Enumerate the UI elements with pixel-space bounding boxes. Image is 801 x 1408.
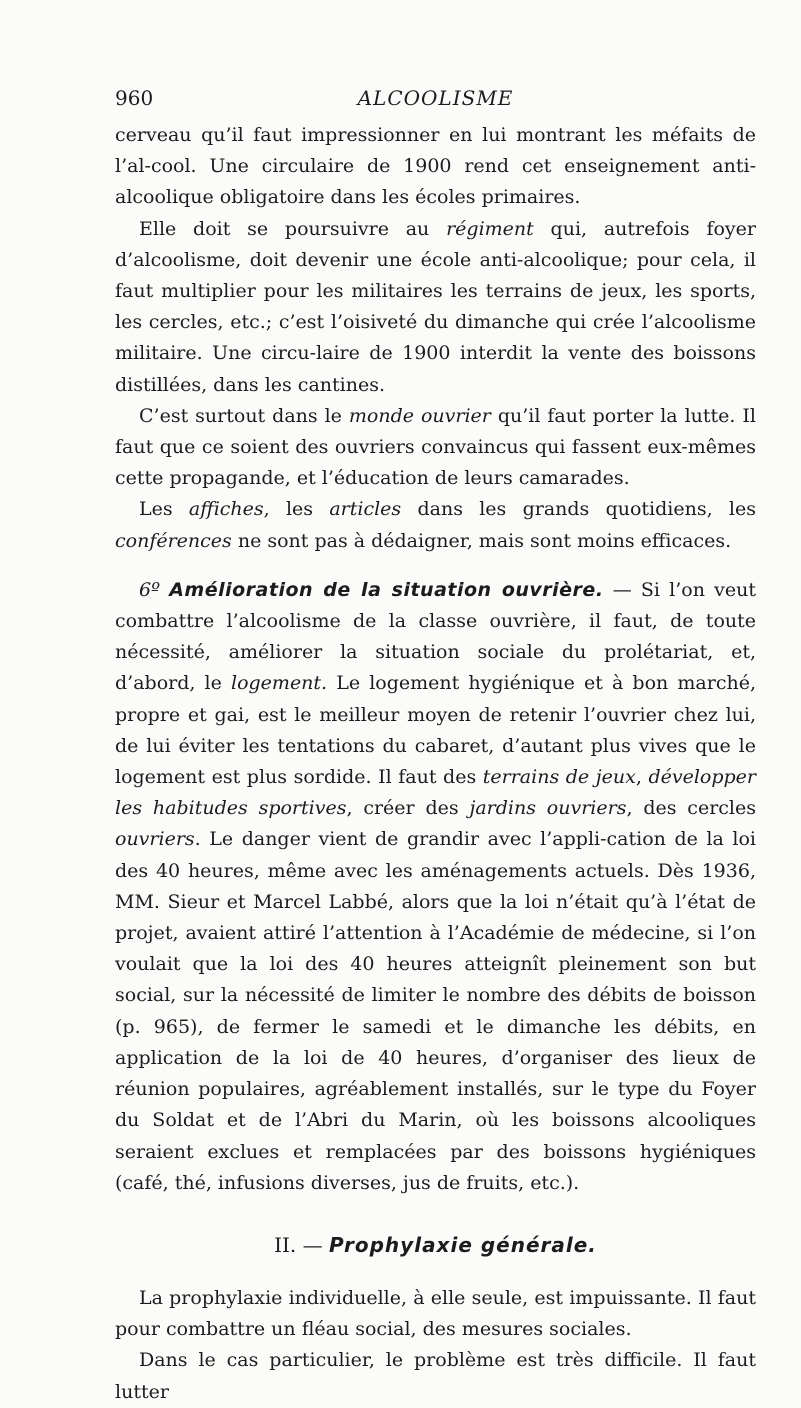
- running-title: ALCOOLISME: [357, 86, 514, 110]
- emphasis-affiches: affiches: [188, 498, 264, 521]
- emphasis-articles: articles: [329, 498, 402, 521]
- book-page: [115, 86, 756, 1408]
- paragraph-5: 6º Amélioration de la situation ouvrière. — Si l’on veut combattre l’alcoolisme de la classe ouvrière, il faut, de toute nécessité, améliorer la situation sociale du prolétariat, et, d’abord, le logement. Le logement hygiénique et à bon marché, propre et gai, est le meilleur moyen de retenir l’ouvrier chez lui, de lui éviter les tentations du cabaret, d’autant plus vives que le logement est plus sordide. Il faut des terrains de jeux, développer les habitudes sportives, créer des jardins ouvriers, des cercles ouvriers. Le danger vient de grandir avec l’appli-cation de la loi des 40 heures, même avec les aménagements actuels. Dès 1936, MM. Sieur et Marcel Labbé, alors que la loi n’était qu’à l’état de projet, avaient attiré l’attention à l’Académie de médecine, si l’on voulait que la loi des 40 heures atteignît pleinement son but social, sur la nécessité de limiter le nombre des débits de boisson (p. 965), de fermer le samedi et le dimanche les débits, en application de la loi de 40 heures, d’organiser des lieux de réunion populaires, agréablement installés, sur le type du Foyer du Soldat et de l’Abri du Marin, où les boissons alcooliques seraient exclues et remplacées par des boissons hygiéniques (café, thé, infusions diverses, jus de fruits, etc.).: [115, 578, 757, 1194]
- paragraph-1: cerveau qu’il faut impressionner en lui montrant les méfaits de l’al-cool. Une circulaire de 1900 rend cet enseignement anti-alcoolique obligatoire dans les écoles primaires.: [115, 124, 756, 209]
- section-title: Prophylaxie générale.: [328, 1232, 597, 1257]
- section-6-title: Amélioration de la situation ouvrière.: [169, 578, 604, 601]
- paragraph-6: La prophylaxie individuelle, à elle seule, est impuissante. Il faut pour combattre un fléau social, des mesures sociales.: [115, 1286, 756, 1341]
- emphasis-jardins: jardins ouvriers: [469, 797, 627, 820]
- paragraph-7: Dans le cas particulier, le problème est très difficile. Il faut lutter: [115, 1349, 756, 1403]
- emphasis-conferences: conférences: [115, 529, 232, 552]
- emphasis-habitudes: développer les habitudes sportives: [115, 766, 756, 820]
- section-6-number: 6º: [139, 578, 170, 601]
- page-number: 960: [115, 86, 154, 110]
- paragraph-3: C’est surtout dans le monde ouvrier qu’il faut porter la lutte. Il faut que ce soient des ouvriers convaincus qui fassent eux-mêmes cette propagande, et l’éducation de leurs camarades.: [115, 404, 756, 490]
- section-number: II. —: [274, 1232, 329, 1257]
- emphasis-monde-ouvrier: monde ouvrier: [348, 404, 491, 427]
- emphasis-regiment: régiment: [446, 217, 534, 240]
- paragraph-2: Elle doit se poursuivre au régiment qui, autrefois foyer d’alcoolisme, doit devenir une école anti-alcoolique; pour cela, il faut multiplier pour les militaires les terrains de jeux, les sports, les cercles, etc.; c’est l’oisiveté du dimanche qui crée l’alcoolisme militaire. Une circu-laire de 1900 interdit la vente des boissons distillées, dans les cantines.: [115, 217, 756, 396]
- emphasis-terrains: terrains de jeux: [482, 766, 636, 789]
- emphasis-logement: logement.: [231, 672, 328, 695]
- spacer: [115, 557, 756, 575]
- running-head: [115, 86, 756, 120]
- paragraph-4: Les affiches, les articles dans les grands quotidiens, les conférences ne sont pas à dédaigner, mais sont moins efficaces.: [115, 498, 756, 552]
- emphasis-ouvriers: ouvriers: [115, 828, 195, 851]
- section-heading: [115, 1233, 756, 1257]
